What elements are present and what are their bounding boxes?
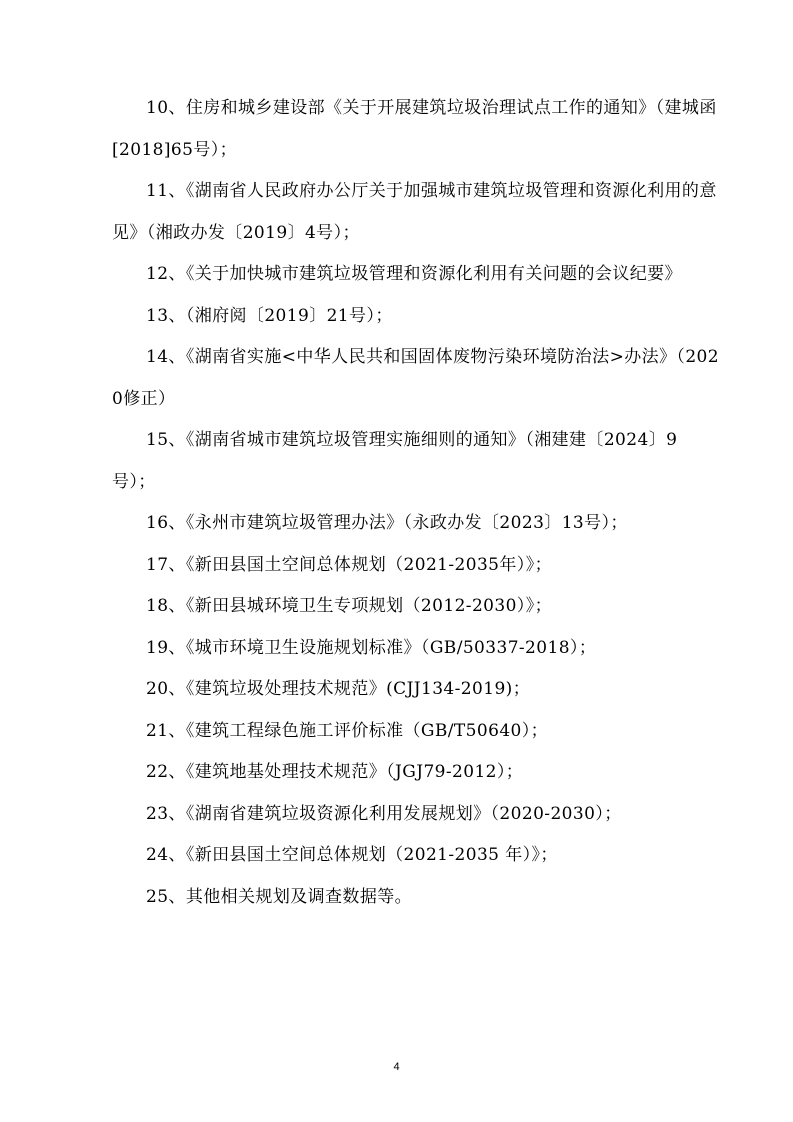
list-item: 24、《新田县国土空间总体规划（2021-2035 年）》； — [146, 845, 558, 865]
list-item: 15、《湖南省城市建筑垃圾管理实施细则的通知》（湘建建〔2024〕9号）； — [112, 430, 678, 492]
list-item: 23、《湖南省建筑垃圾资源化利用发展规划》（2020-2030）； — [146, 803, 622, 824]
reference-list — [112, 88, 720, 918]
list-item: 22、《建筑地基处理技术规范》（JGJ79-2012）； — [146, 762, 524, 782]
list-item: 10、住房和城乡建设部《关于开展建筑垃圾治理试点工作的通知》（建城函[2018]65号）； — [112, 98, 717, 160]
list-item: 16、《永州市建筑垃圾管理办法》（永政办发〔2023〕13号）； — [146, 513, 628, 533]
page-number: 4 — [393, 1061, 400, 1073]
list-item: 25、其他相关规划及调查数据等。 — [146, 886, 413, 907]
list-item: 14、《湖南省实施<中华人民共和国固体废物污染环境防治法>办法》（2020修正） — [112, 347, 719, 409]
list-item: 17、《新田县国土空间总体规划（2021-2035年）》； — [146, 554, 553, 575]
list-item: 20、《建筑垃圾处理技术规范》(CJJ134-2019)； — [146, 679, 531, 699]
list-item: 19、《城市环境卫生设施规划标准》（GB/50337-2018）； — [146, 637, 597, 658]
list-item: 21、《建筑工程绿色施工评价标准（GB/T50640）； — [146, 720, 549, 741]
list-item: 12、《关于加快城市建筑垃圾管理和资源化利用有关问题的会议纪要》 — [146, 264, 682, 284]
list-item: 11、《湖南省人民政府办公厅关于加强城市建筑垃圾管理和资源化利用的意见》（湘政办发〔2019〕4号）； — [112, 181, 717, 243]
list-item: 18、《新田县城环境卫生专项规划（2012-2030）》； — [146, 596, 553, 616]
list-item: 13、（湘府阅〔2019〕21号）； — [146, 305, 393, 326]
